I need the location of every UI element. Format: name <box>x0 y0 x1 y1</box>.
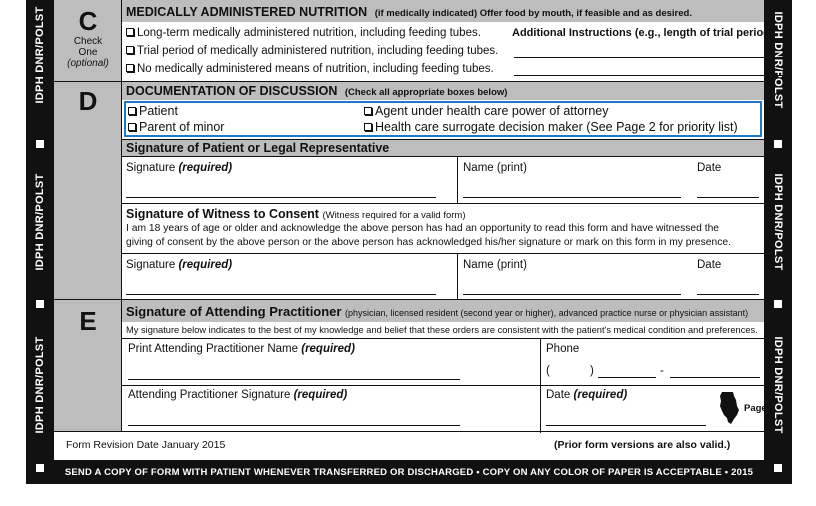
section-c-letter-column <box>54 0 122 82</box>
side-square <box>36 464 44 472</box>
side-label: IDPH DNR/POLST <box>34 6 46 104</box>
section-c-letter: C <box>78 6 98 36</box>
phone-open-paren: ( <box>546 365 550 377</box>
witness-signature-label: Signature (required) <box>126 259 233 271</box>
form-content <box>54 0 775 460</box>
nutrition-option-trial[interactable]: Trial period of medically administered nutrition, including feeding tubes. <box>126 45 498 57</box>
witness-name-label: Name (print) <box>463 259 527 271</box>
phone-label: Phone <box>546 343 580 355</box>
section-e <box>122 300 775 432</box>
section-e-header <box>122 300 764 322</box>
phone-number-line[interactable] <box>670 377 760 378</box>
side-square <box>36 140 44 148</box>
section-d-letter: D <box>78 86 98 116</box>
side-label: IDPH DNR/POLST <box>772 336 784 434</box>
additional-instructions-label: Additional Instructions (e.g., length of trial period) <box>512 27 774 39</box>
side-square <box>36 300 44 308</box>
side-square <box>774 464 782 472</box>
form-revision-date: Form Revision Date January 2015 <box>66 439 226 451</box>
witness-text-line-2: giving of consent by the above person or the above person has acknowledged his/her signature or mark on this form in my presence. <box>126 237 731 248</box>
check-one-note: Check One (optional) <box>67 36 109 69</box>
checkbox[interactable] <box>126 64 134 72</box>
witness-signature-line[interactable] <box>126 294 436 295</box>
discussion-option-parent[interactable]: Parent of minor <box>128 120 224 134</box>
section-e-title: Signature of Attending Practitioner <box>126 304 342 319</box>
side-label: IDPH DNR/POLST <box>34 336 46 434</box>
section-d-letter-column <box>54 82 122 300</box>
additional-instructions-line-2[interactable] <box>514 75 784 76</box>
practitioner-date-label: Date (required) <box>546 389 628 401</box>
checkbox[interactable] <box>364 123 372 131</box>
illinois-state-icon <box>718 391 740 425</box>
phone-close-paren: ) <box>590 365 594 377</box>
practitioner-signature-line[interactable] <box>128 425 460 426</box>
witness-date-line[interactable] <box>697 294 759 295</box>
section-d-title: DOCUMENTATION OF DISCUSSION <box>126 84 338 98</box>
section-d <box>122 82 764 300</box>
patient-signature-label: Signature (required) <box>126 162 233 174</box>
witness-text-line-1: I am 18 years of age or older and acknowledge the above person has had an opportunity to read this form and have witnessed the <box>126 223 720 234</box>
phone-dash: - <box>660 365 664 377</box>
form-frame <box>26 0 792 484</box>
patient-name-label: Name (print) <box>463 162 527 174</box>
side-square <box>774 140 782 148</box>
witness-date-label: Date <box>697 259 722 271</box>
patient-signature-line[interactable] <box>126 197 436 198</box>
checkbox[interactable] <box>126 28 134 36</box>
witness-header: Signature of Witness to Consent (Witness required for a valid form) <box>126 207 466 221</box>
section-c-header <box>122 0 764 22</box>
section-c <box>122 0 774 82</box>
patient-name-line[interactable] <box>463 197 681 198</box>
patient-signature-header: Signature of Patient or Legal Representative <box>122 139 764 156</box>
nutrition-option-none[interactable]: No medically administered means of nutrition, including feeding tubes. <box>126 63 494 75</box>
additional-instructions-line-1[interactable] <box>514 57 784 58</box>
patient-signature-row <box>122 156 764 204</box>
practitioner-date-line[interactable] <box>546 425 706 426</box>
discussion-option-agent[interactable]: Agent under health care power of attorney <box>364 104 608 118</box>
section-e-letter-column <box>54 300 122 432</box>
section-e-title-note: (physician, licensed resident (second year or higher), advanced practice nurse or physician assistant) <box>344 308 749 318</box>
discussion-option-patient[interactable]: Patient <box>128 104 178 118</box>
section-d-header <box>122 82 764 100</box>
footer-bar: SEND A COPY OF FORM WITH PATIENT WHENEVER TRANSFERRED OR DISCHARGED • COPY ON ANY COLOR OF PAPER IS ACCEPTABLE • 2015 <box>64 466 754 478</box>
practitioner-name-label: Print Attending Practitioner Name (required) <box>128 343 355 355</box>
practitioner-fields <box>122 338 775 432</box>
discussion-option-surrogate[interactable]: Health care surrogate decision maker (See Page 2 for priority list) <box>364 120 738 134</box>
checkbox[interactable] <box>126 46 134 54</box>
checkbox[interactable] <box>364 107 372 115</box>
prior-versions-note: (Prior form versions are also valid.) <box>554 439 731 451</box>
section-c-title-note: (if medically indicated) Offer food by mouth, if feasible and as desired. <box>374 8 692 19</box>
side-label: IDPH DNR/POLST <box>34 173 46 271</box>
practitioner-name-line[interactable] <box>128 379 460 380</box>
section-d-title-note: (Check all appropriate boxes below) <box>344 87 508 98</box>
side-label: IDPH DNR/POLST <box>772 11 784 109</box>
side-square <box>774 300 782 308</box>
checkbox[interactable] <box>128 123 136 131</box>
practitioner-intro: My signature below indicates to the best of my knowledge and belief that these orders are consistent with the patient's medical condition and preferences. <box>126 325 758 335</box>
section-e-letter: E <box>79 306 97 336</box>
practitioner-signature-label: Attending Practitioner Signature (required) <box>128 389 348 401</box>
patient-date-label: Date <box>697 162 722 174</box>
nutrition-option-long-term[interactable]: Long-term medically administered nutrition, including feeding tubes. <box>126 27 481 39</box>
checkbox[interactable] <box>128 107 136 115</box>
witness-signature-row <box>122 253 764 300</box>
section-c-title: MEDICALLY ADMINISTERED NUTRITION <box>126 5 368 19</box>
page-label: Page 1 <box>744 403 775 414</box>
phone-prefix-line[interactable] <box>598 377 656 378</box>
patient-date-line[interactable] <box>697 197 759 198</box>
witness-name-line[interactable] <box>463 294 681 295</box>
left-side-strip <box>26 0 54 484</box>
side-label: IDPH DNR/POLST <box>772 173 784 271</box>
